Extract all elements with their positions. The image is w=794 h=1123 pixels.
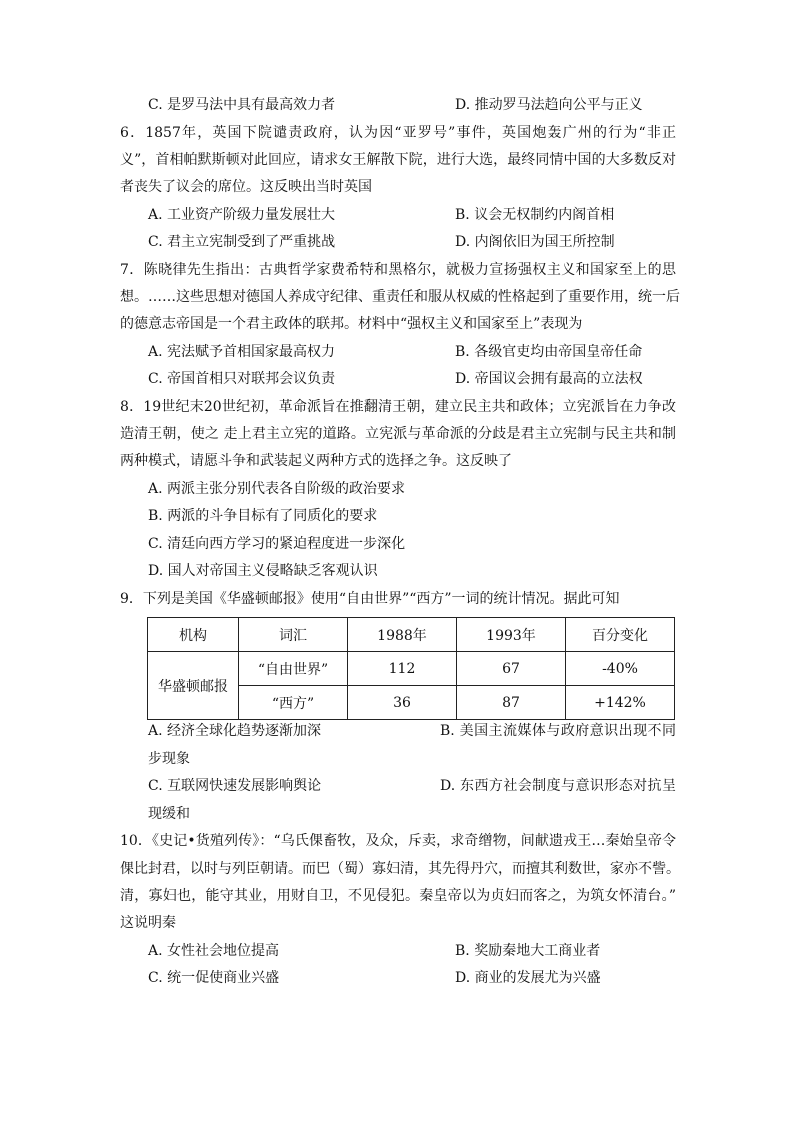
table-header-cell: 1988年	[348, 618, 457, 652]
q8-option-a: A. 两派主张分别代表各自阶级的政治要求	[148, 481, 406, 497]
q5-option-d: D. 推动罗马法趋向公平与正义	[455, 97, 643, 113]
table-cell: 87	[457, 686, 566, 720]
q8-stem-line-3: 两种模式，请愿斗争和武装起义两种方式的选择之争。这反映了	[120, 453, 512, 469]
q9-option-b: B. 美国主流媒体与政府意识出现不同	[440, 723, 676, 739]
q7-stem-line-1: 7．陈晓律先生指出：古典哲学家费希特和黑格尔，就极力宣扬强权主义和国家至上的思	[120, 262, 676, 278]
table-cell: 67	[457, 652, 566, 686]
table-header-cell: 百分变化	[566, 618, 675, 652]
table-cell: -40%	[566, 652, 675, 686]
q6-option-d: D. 内阁依旧为国王所控制	[455, 234, 615, 250]
q9-option-d-continued: 现缓和	[148, 806, 190, 822]
q8-option-b: B. 两派的斗争目标有了同质化的要求	[148, 508, 378, 524]
q9-option-b-continued: 步现象	[148, 751, 190, 767]
q9-option-c: C. 互联网快速发展影响舆论	[148, 778, 322, 794]
q9-statistics-table	[147, 617, 675, 720]
table-header-cell: 词汇	[239, 618, 348, 652]
q6-option-c: C. 君主立宪制受到了严重挑战	[148, 234, 336, 250]
q6-stem-line-3: 者丧失了议会的席位。这反映出当时英国	[120, 179, 372, 195]
table-cell: +142%	[566, 686, 675, 720]
q7-option-d: D. 帝国议会拥有最高的立法权	[455, 371, 643, 387]
table-cell: “西方”	[239, 686, 348, 720]
table-org-cell: 华盛顿邮报	[148, 652, 239, 720]
q7-option-c: C. 帝国首相只对联邦会议负责	[148, 371, 336, 387]
q8-stem-line-1: 8．19世纪末20世纪初，革命派旨在推翻清王朝，建立民主共和政体；立宪派旨在力争改	[120, 399, 676, 415]
q9-option-a: A. 经济全球化趋势逐渐加深	[148, 723, 322, 739]
table-cell: 36	[348, 686, 457, 720]
table-row	[148, 652, 675, 686]
q10-option-c: C. 统一促使商业兴盛	[148, 970, 280, 986]
q6-stem-line-1: 6．1857年，英国下院谴责政府，认为因“亚罗号”事件，英国炮轰广州的行为“非正	[120, 125, 676, 141]
q7-stem-line-2: 想。……这些思想对德国人养成守纪律、重责任和服从权威的性格起到了重要作用，统一后	[120, 289, 680, 305]
q7-option-b: B. 各级官吏均由帝国皇帝任命	[455, 344, 643, 360]
table-header-cell: 机构	[148, 618, 239, 652]
q10-stem-line-1: 10．《史记•货殖列传》：“乌氏倮畜牧，及众，斥卖，求奇缯物，间献遗戎王…秦始皇帝令	[120, 833, 676, 849]
q8-option-c: C. 清廷向西方学习的紧迫程度进一步深化	[148, 536, 406, 552]
q6-option-a: A. 工业资产阶级力量发展壮大	[148, 207, 336, 223]
table-header-row	[148, 618, 675, 652]
table-cell: 112	[348, 652, 457, 686]
q10-stem-line-2: 倮比封君，以时与列臣朝请。而巴（蜀）寡妇清，其先得丹穴，而擅其利数世，家亦不訾。	[120, 861, 680, 877]
q6-stem-line-2: 义”，首相帕默斯顿对此回应，请求女王解散下院，进行大选，最终同情中国的大多数反对	[120, 152, 676, 168]
q7-option-a: A. 宪法赋予首相国家最高权力	[148, 344, 336, 360]
q10-option-a: A. 女性社会地位提高	[148, 943, 280, 959]
q10-stem-line-4: 这说明秦	[120, 915, 176, 931]
q7-stem-line-3: 的德意志帝国是一个君主政体的联邦。材料中“强权主义和国家至上”表现为	[120, 316, 583, 332]
q5-option-c: C. 是罗马法中具有最高效力者	[148, 97, 336, 113]
q10-option-b: B. 奖励秦地大工商业者	[455, 943, 601, 959]
table-cell: “自由世界”	[239, 652, 348, 686]
q10-stem-line-3: 清，寡妇也，能守其业，用财自卫，不见侵犯。秦皇帝以为贞妇而客之，为筑女怀清台。”	[120, 888, 676, 904]
q8-option-d: D. 国人对帝国主义侵略缺乏客观认识	[148, 563, 378, 579]
q6-option-b: B. 议会无权制约内阁首相	[455, 207, 615, 223]
q9-option-d: D. 东西方社会制度与意识形态对抗呈	[440, 778, 676, 794]
q8-stem-line-2: 造清王朝，使之 走上君主立宪的道路。立宪派与革命派的分歧是君主立宪制与民主共和制	[120, 426, 676, 442]
q10-option-d: D. 商业的发展尤为兴盛	[455, 970, 601, 986]
q9-stem: 9．下列是美国《华盛顿邮报》使用“自由世界”“西方”一词的统计情况。据此可知	[120, 591, 620, 607]
table-header-cell: 1993年	[457, 618, 566, 652]
